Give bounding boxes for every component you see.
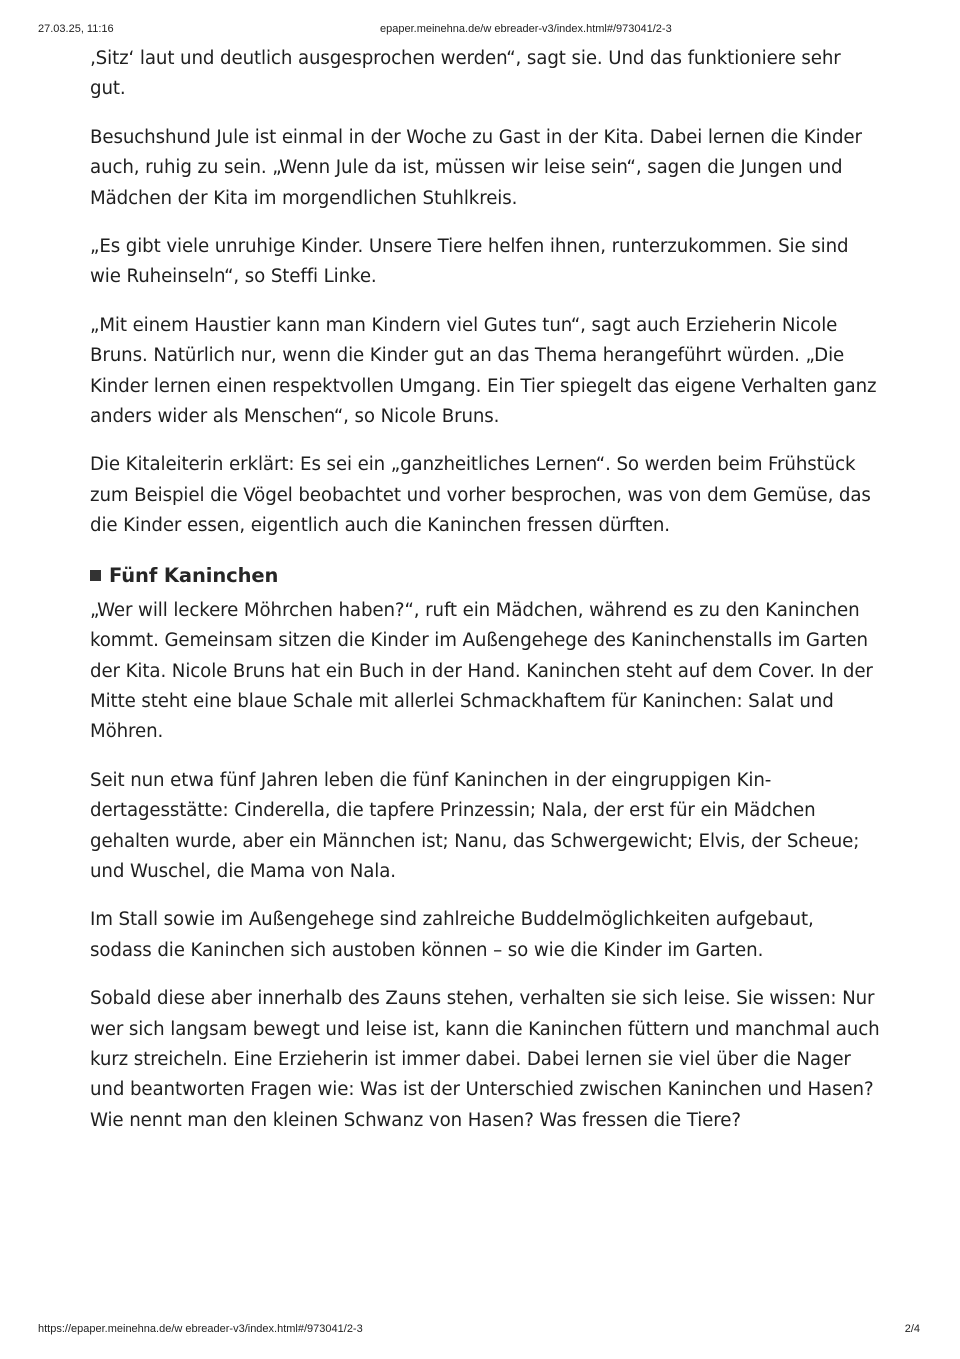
square-bullet-icon (90, 570, 101, 581)
article-paragraph: „Wer will leckere Möhrchen haben?“, ruft ein Mädchen, während es zu den Kaninchen kommt. Gemeinsam sitzen die Kinder im Außengehege des Kaninchenstalls im Garten der Kita. Nicole Bruns hat ein Buch in der Hand. Kaninchen steht auf dem Cover. In der Mitte steht eine blaue Schale mit allerlei Schmackhaftem für Kaninchen: Salat und Möhren. (90, 599, 873, 743)
article-paragraph: Sobald diese aber innerhalb des Zauns stehen, verhalten sie sich leise. Sie wissen: Nur wer sich langsam bewegt und leise ist, kann die Kaninchen füttern und manchmal auch kurz streicheln. Eine Erzieherin ist immer dabei. Dabei lernen sie viel über die Nager und beantworten Fragen wie: Was ist der Unterschied zwischen Kaninchen und Hasen? Wie nennt man den kleinen Schwanz von Hasen? Was fressen die Tiere? (90, 988, 880, 1131)
page-number: 2/4 (904, 1323, 920, 1335)
article-paragraph: „Es gibt viele unruhige Kinder. Unsere Tiere helfen ihnen, runterzukommen. Sie sind wie Ruheinseln“, so Steffi Linke. (90, 236, 849, 288)
article-paragraph: Seit nun etwa fünf Jahren leben die fünf Kaninchen in der eingruppigen Kindertagesstätte: Cinderella, die tapfere Prinzessin; Nala, der erst für ein Mädchen gehalten wurde, aber ein Männchen ist; Nanu, das Schwergewicht; Elvis, der Scheue; und Wuschel, die Mama von Nala. (90, 769, 860, 882)
article-paragraph: Die Kitaleiterin erklärt: Es sei ein „ganzheitliches Lernen“. So werden beim Frühstück zum Beispiel die Vögel beobachtet und vorher besprochen, was von dem Gemüse, das die Kinder essen, eigentlich auch die Kaninchen fressen dürften. (90, 454, 871, 537)
print-footer (0, 1322, 960, 1338)
print-footer-url: https://epaper.meinehna.de/w ebreader-v3/index.html#/973041/2-3 (38, 1323, 363, 1335)
subheading (90, 560, 880, 592)
article-paragraph: ‚Sitz‘ laut und deutlich ausgesprochen werden“, sagt sie. Und das funktioniere sehr gut. (90, 48, 841, 100)
article-paragraph: Im Stall sowie im Außengehege sind zahlreiche Buddelmöglichkeiten aufgebaut, sodass die Kaninchen sich austoben können – so wie die Kinder im Garten. (90, 909, 814, 961)
print-datetime: 27.03.25, 11:16 (38, 23, 114, 35)
article-body (90, 44, 880, 1154)
article-paragraph: Besuchshund Jule ist einmal in der Woche zu Gast in der Kita. Dabei lernen die Kinder auch, ruhig zu sein. „Wenn Jule da ist, müssen wir leise sein“, sagen die Jungen und Mädchen der Kita im morgendlichen Stuhlkreis. (90, 126, 862, 209)
article-paragraph: „Mit einem Haustier kann man Kindern viel Gutes tun“, sagt auch Erzieherin Nicole Bruns. Natürlich nur, wenn die Kinder gut an das Thema herangeführt würden. „Die Kinder lernen einen respektvollen Umgang. Ein Tier spiegelt das eigene Verhalten ganz anders wider als Menschen“, so Nicole Bruns. (90, 314, 877, 428)
subheading-text: Fünf Kaninchen (109, 563, 279, 587)
print-header (0, 22, 960, 38)
print-header-url: epaper.meinehna.de/w ebreader-v3/index.html#/973041/2-3 (380, 23, 672, 35)
